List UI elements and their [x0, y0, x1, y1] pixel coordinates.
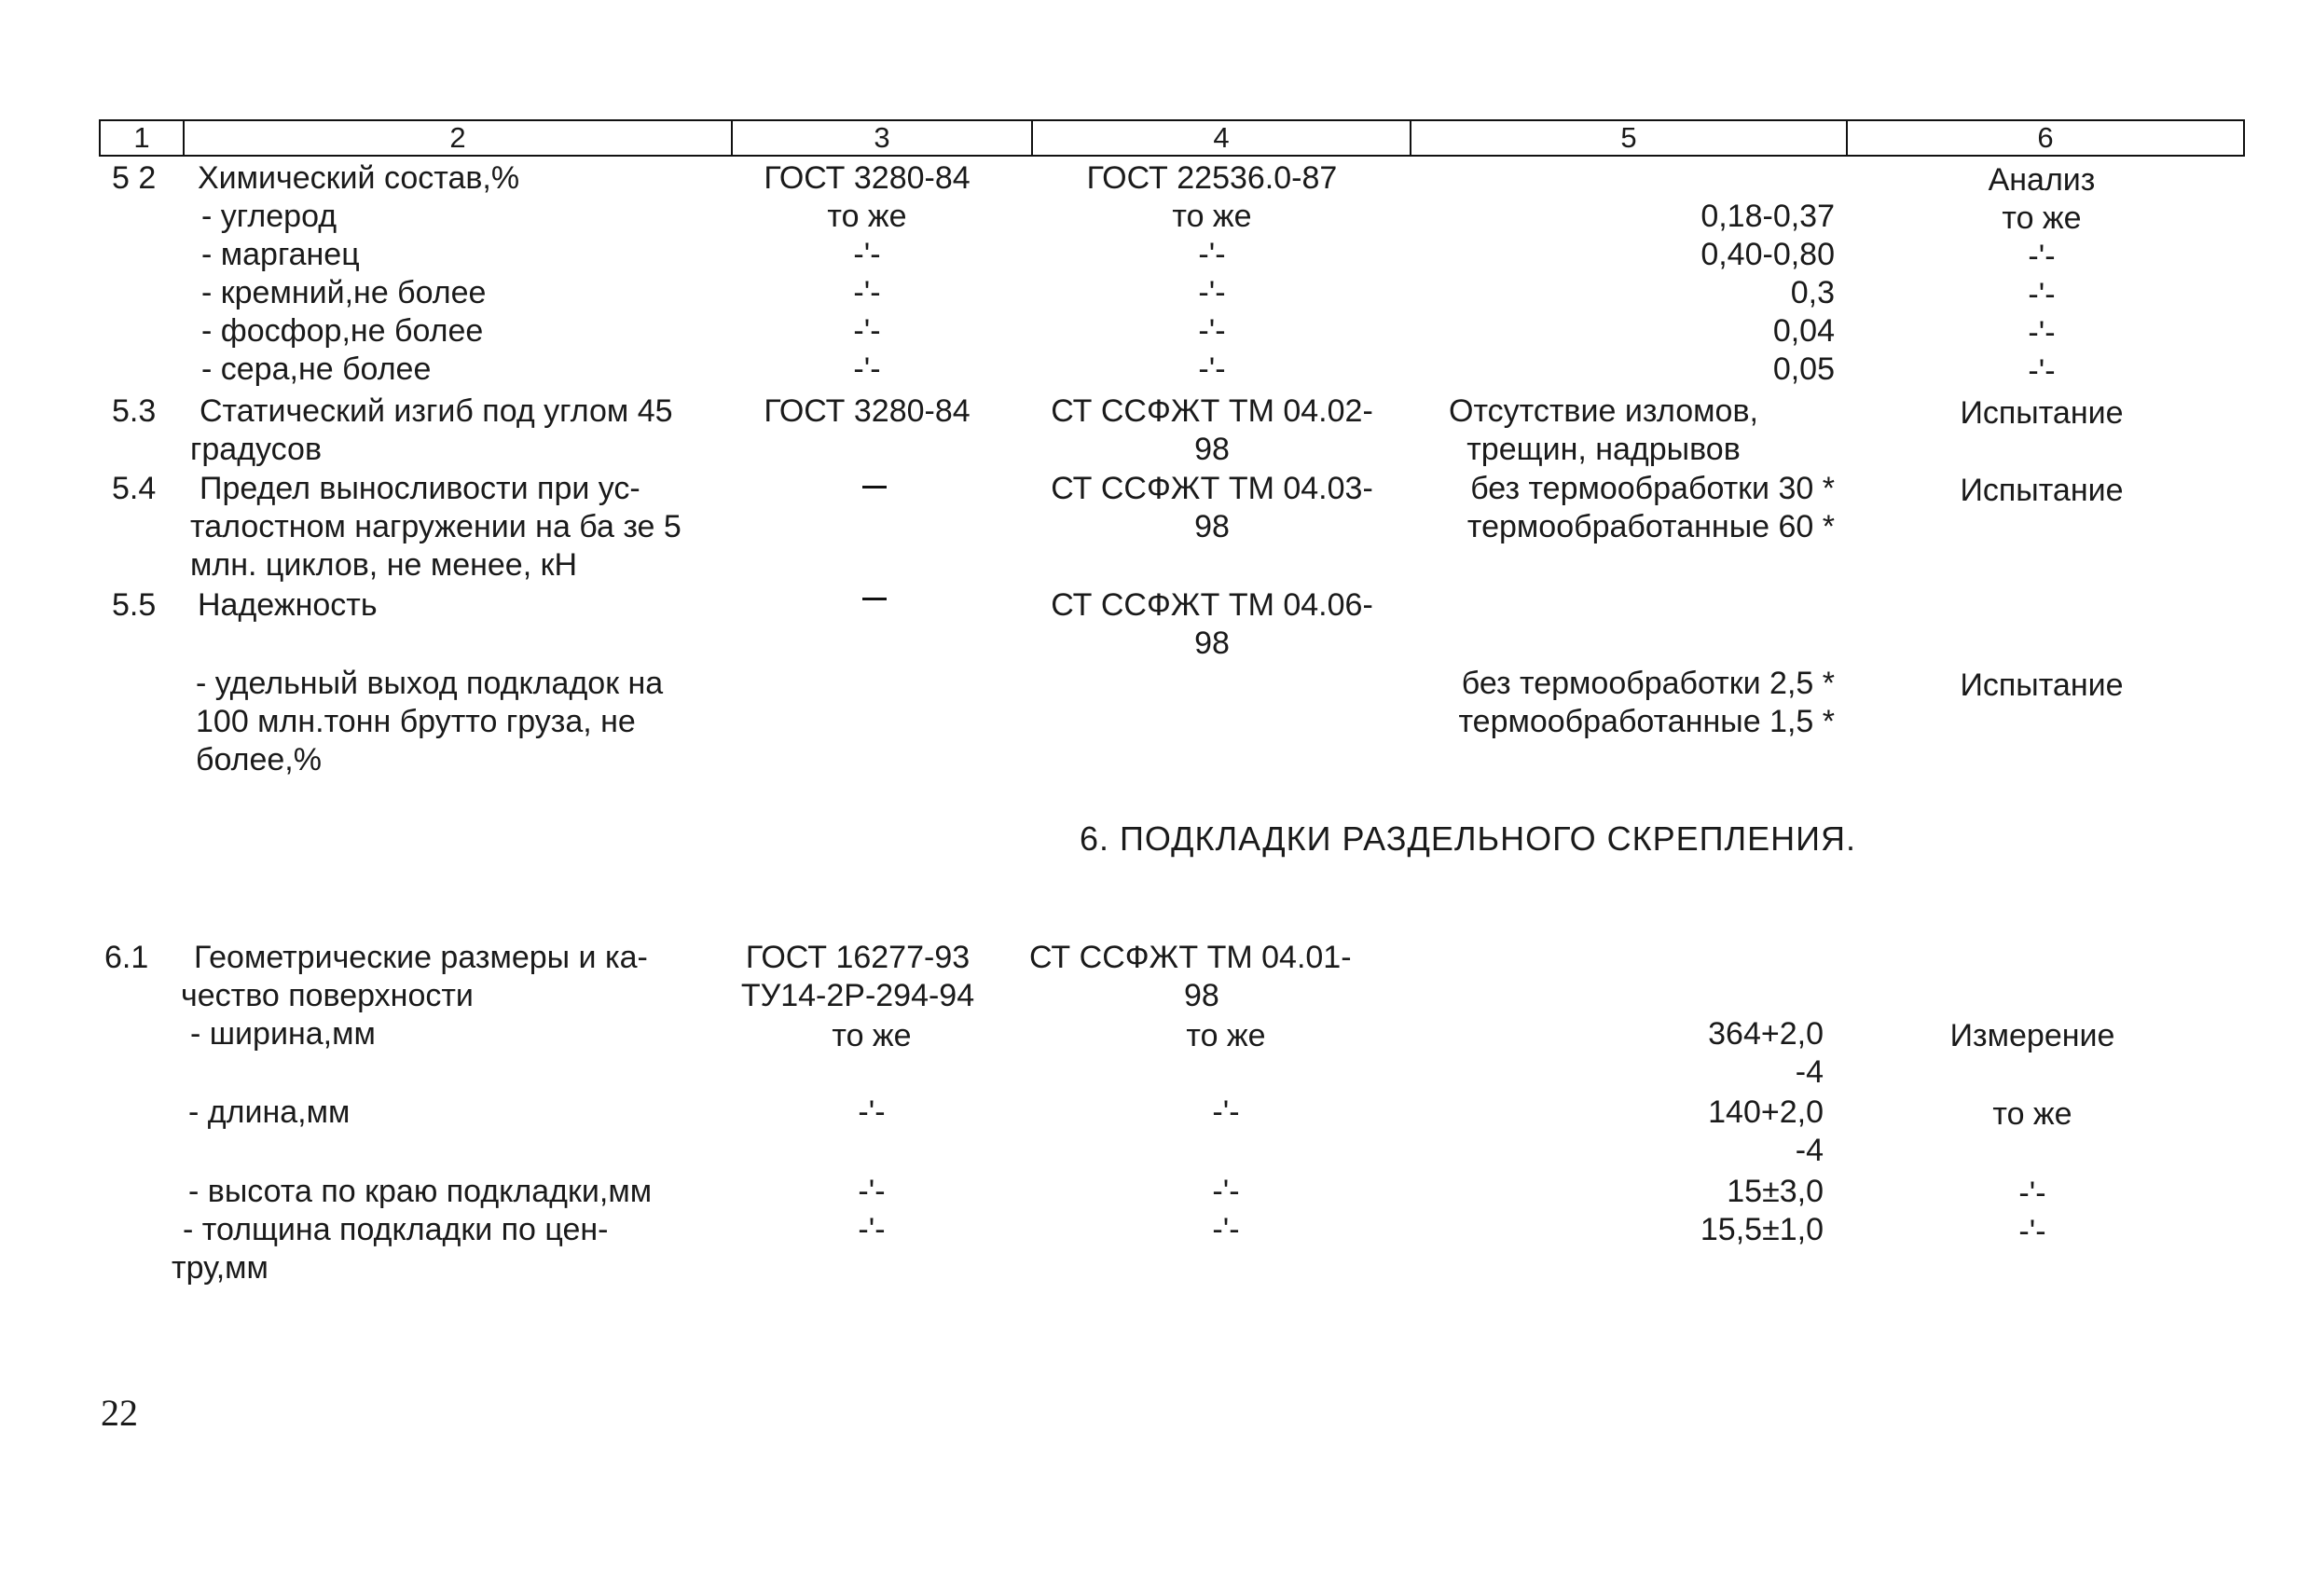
row-c6: -'- [2018, 1214, 2046, 1249]
row-name: - углерод [201, 199, 337, 234]
col-header-2: 2 [449, 121, 466, 154]
row-name-cont: тру,мм [172, 1250, 268, 1286]
row-c6: Испытание [1960, 473, 2124, 508]
row-c6: то же [1992, 1096, 2072, 1132]
row-name: Предел выносливости при ус- [200, 471, 640, 506]
row-c3: ГОСТ 3280-84 [764, 393, 971, 429]
row-c3: -'- [853, 313, 881, 349]
row-c5: 0,05 [1772, 351, 1835, 387]
row-name: - высота по краю подкладки,мм [188, 1174, 653, 1209]
row-name-cont: 100 млн.тонн брутто груза, не [196, 704, 636, 739]
col-header-6: 6 [2037, 121, 2054, 154]
row-c3: -'- [858, 1212, 886, 1247]
row-c4: СТ ССФЖТ ТМ 04.06- [1051, 587, 1373, 623]
row-name: - ширина,мм [190, 1016, 376, 1052]
row-name-cont: градусов [190, 432, 323, 467]
row-c5: 0,3 [1790, 275, 1835, 310]
row-c4: -'- [1212, 1174, 1240, 1209]
row-name: Статический изгиб под углом 45 [200, 393, 673, 429]
row-name: - фосфор,не более [201, 313, 484, 349]
row-number: 5.5 [112, 587, 157, 623]
row-c3: -'- [858, 1174, 886, 1209]
row-name-cont: талостном нагружении на ба зе 5 [190, 509, 682, 544]
row-number: 6.1 [104, 940, 149, 975]
row-c3: -'- [853, 237, 881, 272]
row-c5: 15±3,0 [1727, 1174, 1824, 1209]
dash-mark [862, 598, 887, 600]
row-c3: -'- [853, 275, 881, 310]
row-c6: Испытание [1960, 667, 2124, 703]
row-name: - удельный выход подкладок на [196, 666, 664, 701]
row-c3: -'- [858, 1094, 886, 1130]
row-c5: 0,18-0,37 [1700, 199, 1835, 234]
row-name-cont: млн. циклов, не менее, кН [190, 547, 578, 583]
row-c4-cont: 98 [1184, 978, 1219, 1013]
row-c5-cont: термообработанные 60 * [1466, 509, 1835, 544]
row-c4-cont: 98 [1194, 626, 1230, 661]
row-c5-cont: термообработанные 1,5 * [1458, 704, 1835, 739]
row-c4: -'- [1198, 237, 1226, 272]
row-name: - сера,не более [201, 351, 432, 387]
row-name: Геометрические размеры и ка- [194, 940, 648, 975]
col-header-4: 4 [1213, 121, 1230, 154]
row-c6: -'- [2028, 353, 2056, 389]
row-c4: СТ ССФЖТ ТМ 04.01- [1029, 940, 1352, 975]
row-name: - марганец [201, 237, 360, 272]
col-header-5: 5 [1620, 121, 1637, 154]
row-c4: то же [1186, 1018, 1266, 1053]
row-c4: СТ ССФЖТ ТМ 04.02- [1051, 393, 1373, 429]
row-name: Химический состав,% [198, 160, 520, 196]
row-c6: -'- [2028, 239, 2056, 274]
row-c5-cont: трещин, надрывов [1466, 432, 1741, 467]
row-c6: -'- [2018, 1176, 2046, 1211]
row-c5: 15,5±1,0 [1700, 1212, 1824, 1247]
row-c6: -'- [2028, 277, 2056, 312]
row-c6: Измерение [1949, 1018, 2115, 1053]
row-number: 5 2 [112, 160, 157, 196]
row-name: - толщина подкладки по цен- [183, 1212, 609, 1247]
row-c4: то же [1172, 199, 1252, 234]
page-number: 22 [101, 1392, 138, 1434]
row-number: 5.3 [112, 393, 157, 429]
row-c4: -'- [1212, 1094, 1240, 1130]
row-c5: 0,04 [1772, 313, 1835, 349]
row-c5: 364+2,0 [1708, 1016, 1824, 1052]
section-title: 6. ПОДКЛАДКИ РАЗДЕЛЬНОГО СКРЕПЛЕНИЯ. [1080, 819, 1856, 858]
row-c6: то же [2002, 200, 2082, 236]
row-c3-cont: ТУ14-2Р-294-94 [740, 978, 975, 1013]
row-c4-cont: 98 [1194, 432, 1230, 467]
dash-mark [862, 486, 887, 488]
row-c5-tol: -4 [1795, 1133, 1824, 1168]
row-c4: ГОСТ 22536.0-87 [1086, 160, 1338, 196]
row-c4: -'- [1198, 275, 1226, 310]
row-c6: -'- [2028, 315, 2056, 351]
row-name-cont: чество поверхности [181, 978, 474, 1013]
row-name-cont: более,% [196, 742, 322, 777]
row-c4: -'- [1198, 313, 1226, 349]
row-c4: -'- [1212, 1212, 1240, 1247]
row-c5: 140+2,0 [1708, 1094, 1824, 1130]
row-c4: СТ ССФЖТ ТМ 04.03- [1051, 471, 1373, 506]
col-header-1: 1 [133, 121, 150, 154]
row-number: 5.4 [112, 471, 157, 506]
row-c3: то же [832, 1018, 912, 1053]
row-c6: Анализ [1988, 162, 2096, 198]
row-c5: Отсутствие изломов, [1449, 393, 1758, 429]
row-c5: 0,40-0,80 [1700, 237, 1835, 272]
row-c3: -'- [853, 351, 881, 387]
row-c3: то же [827, 199, 907, 234]
row-c4: -'- [1198, 351, 1226, 387]
row-name: - кремний,не более [201, 275, 487, 310]
row-c6: Испытание [1960, 395, 2124, 431]
row-c3: ГОСТ 16277-93 [745, 940, 971, 975]
row-c3: ГОСТ 3280-84 [764, 160, 971, 196]
row-c4-cont: 98 [1194, 509, 1230, 544]
column-header-row [99, 119, 2245, 157]
col-header-3: 3 [874, 121, 890, 154]
row-name: - длина,мм [188, 1094, 351, 1130]
row-name: Надежность [198, 587, 378, 623]
row-c5: без термообработки 2,5 * [1461, 666, 1835, 701]
row-c5: без термообработки 30 * [1470, 471, 1835, 506]
row-c5-tol: -4 [1795, 1054, 1824, 1090]
